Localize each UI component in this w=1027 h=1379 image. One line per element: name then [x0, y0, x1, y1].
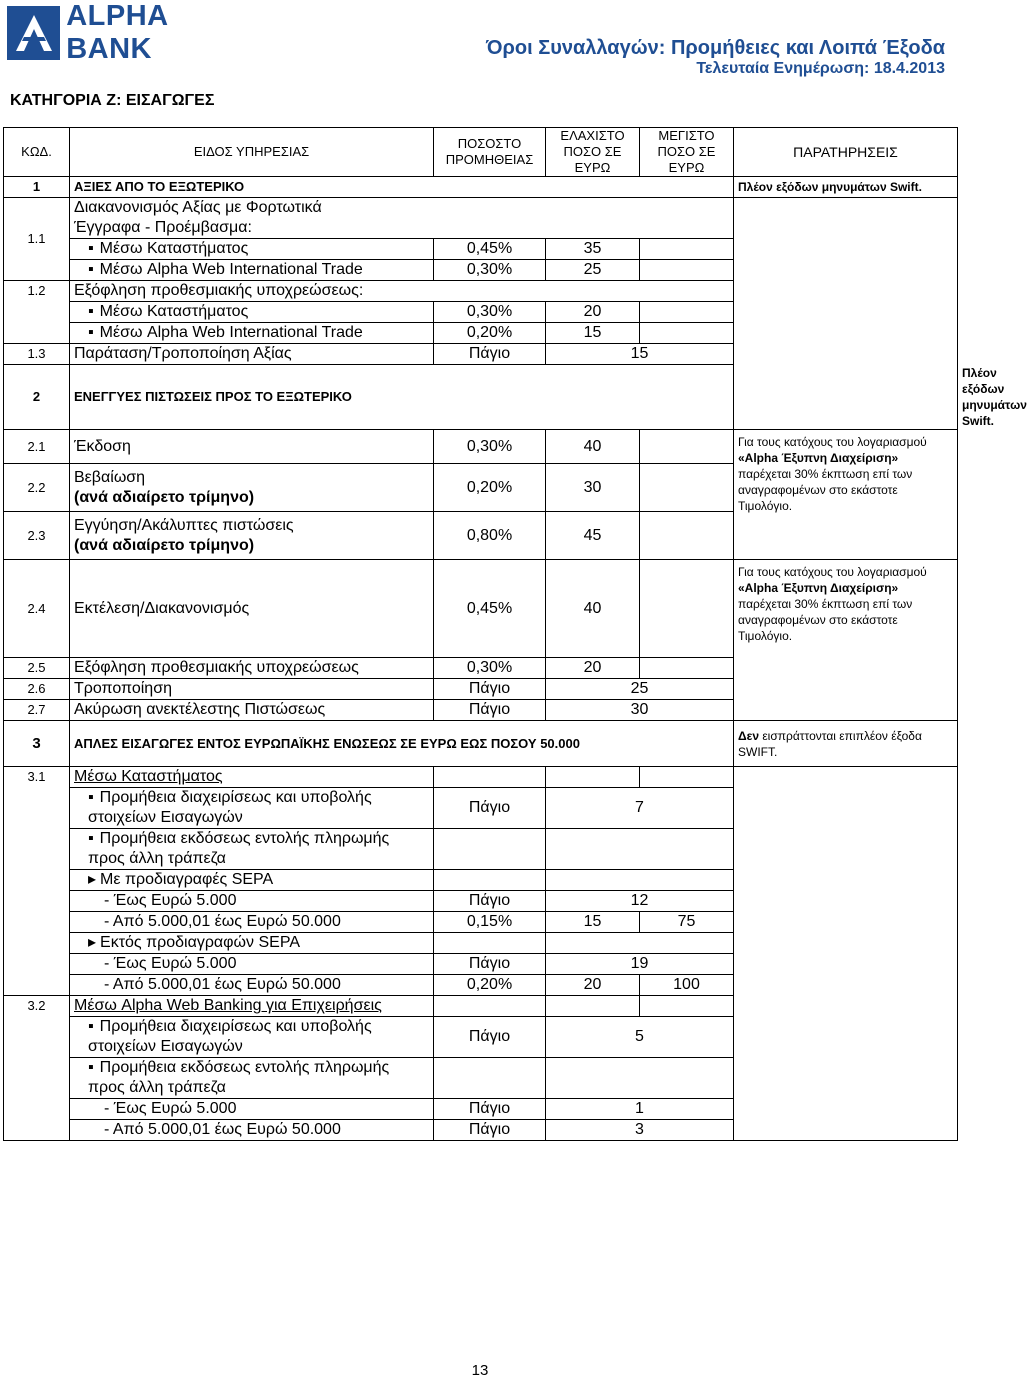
table-row: - Από 5.000,01 έως Ευρώ 50.000 0,20% 20 100 — [4, 975, 958, 996]
section-row: 1 ΑΞΙΕΣ ΑΠΟ ΤΟ ΕΞΩΤΕΡΙΚΟ Πλέον εξόδων μηνυμάτων Swift. — [4, 177, 958, 198]
table-row: ▪ Προμήθεια διαχειρίσεως και υποβολής στοιχείων Εισαγωγών Πάγιο 7 — [4, 788, 958, 829]
table-row: 3.2 Μέσω Alpha Web Banking για Επιχειρήσεις — [4, 996, 958, 1017]
table-row: - Έως Ευρώ 5.000 Πάγιο 12 — [4, 891, 958, 912]
table-row: ▪ Προμήθεια διαχειρίσεως και υποβολής στοιχείων Εισαγωγών Πάγιο 5 — [4, 1017, 958, 1058]
table-row: 1.3 Παράταση/Τροποποίηση Αξίας Πάγιο 15 — [4, 344, 958, 365]
table-row: 2.7 Ακύρωση ανεκτέλεστης Πιστώσεως Πάγιο 30 — [4, 700, 958, 721]
table-row: ▪ Μέσω Καταστήματος 0,30% 20 — [4, 302, 958, 323]
table-header-row — [4, 128, 958, 177]
swift-note: Πλέον εξόδων μηνυμάτων Swift. — [962, 366, 1027, 428]
brand-name: ALPHA BANK — [66, 0, 168, 65]
table-row: ▪ Μέσω Καταστήματος 0,45% 35 — [4, 239, 958, 260]
table-row: 2.2 Βεβαίωση (ανά αδιαίρετο τρίμηνο) 0,20% 30 — [4, 464, 958, 512]
table-row: 2.6 Τροποποίηση Πάγιο 25 — [4, 679, 958, 700]
table-row: 2.5 Εξόφληση προθεσμιακής υποχρεώσεως 0,30% 20 — [4, 658, 958, 679]
table-row: - Από 5.000,01 έως Ευρώ 50.000 0,15% 15 75 — [4, 912, 958, 933]
table-row: 1.1 Διακανονισμός Αξίας με Φορτωτικά Έγγραφα - Προέμβασμα: — [4, 198, 958, 239]
table-row: ▪ Μέσω Alpha Web International Trade 0,30% 25 — [4, 260, 958, 281]
table-row: 2.1 Έκδοση 0,30% 40 Για τους κατόχους του λογαριασμού «Alpha Έξυπνη Διαχείριση» παρέχεται 30% έκπτωση επί των αναγραφομένων στο εκάστοτε Τιμολόγιο. — [4, 430, 958, 464]
alpha-logo-icon — [7, 6, 60, 60]
table-row: - Από 5.000,01 έως Ευρώ 50.000 Πάγιο 3 — [4, 1120, 958, 1141]
bank-logo — [7, 0, 259, 65]
last-updated: Τελευταία Ενημέρωση: 18.4.2013 — [696, 60, 945, 77]
col-code: ΚΩΔ. — [4, 128, 70, 177]
category-title: ΚΑΤΗΓΟΡΙΑ Ζ: ΕΙΣΑΓΩΓΕΣ — [10, 92, 215, 109]
table-row: ▸ Εκτός προδιαγραφών SEPA — [4, 933, 958, 954]
table-row: ▪ Προμήθεια εκδόσεως εντολής πληρωμής προς άλλη τράπεζα — [4, 1058, 958, 1099]
table-row: 2.3 Εγγύηση/Ακάλυπτες πιστώσεις (ανά αδιαίρετο τρίμηνο) 0,80% 45 — [4, 512, 958, 560]
col-service: ΕΙΔΟΣ ΥΠΗΡΕΣΙΑΣ — [70, 128, 434, 177]
table-row: 3.1 Μέσω Καταστήματος — [4, 767, 958, 788]
table-row: ▪ Μέσω Alpha Web International Trade 0,20% 15 — [4, 323, 958, 344]
col-max: ΜΕΓΙΣΤΟ ΠΟΣΟ ΣΕ ΕΥΡΩ — [640, 128, 734, 177]
table-row: - Έως Ευρώ 5.000 Πάγιο 1 — [4, 1099, 958, 1120]
col-min: ΕΛΑΧΙΣΤΟ ΠΟΣΟ ΣΕ ΕΥΡΩ — [546, 128, 640, 177]
table-row: 2.4 Εκτέλεση/Διακανονισμός 0,45% 40 Για τους κατόχους του λογαριασμού «Alpha Έξυπνη Διαχείριση» παρέχεται 30% έκπτωση επί των αναγραφομένων στο εκάστοτε Τιμολόγιο. — [4, 560, 958, 658]
col-notes: ΠΑΡΑΤΗΡΗΣΕΙΣ — [734, 128, 958, 177]
discount-note: Για τους κατόχους του λογαριασμού «Alpha Έξυπνη Διαχείριση» παρέχεται 30% έκπτωση επί των αναγραφομένων στο εκάστοτε Τιμολόγιο. — [734, 430, 958, 560]
table-row: 1.2 Εξόφληση προθεσμιακής υποχρεώσεως: — [4, 281, 958, 302]
discount-note: Για τους κατόχους του λογαριασμού «Alpha Έξυπνη Διαχείριση» παρέχεται 30% έκπτωση επί των αναγραφομένων στο εκάστοτε Τιμολόγιο. — [734, 560, 958, 721]
table-row: ▪ Προμήθεια εκδόσεως εντολής πληρωμής προς άλλη τράπεζα — [4, 829, 958, 870]
swift-note: Πλέον εξόδων μηνυμάτων Swift. — [738, 180, 922, 194]
page-number: 13 — [471, 1362, 489, 1379]
swift-note: Δεν εισπράττονται επιπλέον έξοδα SWIFT. — [734, 721, 958, 767]
section-row: 2 ΕΝΕΓΓΥΕΣ ΠΙΣΤΩΣΕΙΣ ΠΡΟΣ ΤΟ ΕΞΩΤΕΡΙΚΟ Πλέον εξόδων μηνυμάτων Swift. — [4, 365, 958, 430]
table-row: ▸ Με προδιαγραφές SEPA — [4, 870, 958, 891]
table-row: - Έως Ευρώ 5.000 Πάγιο 19 — [4, 954, 958, 975]
fees-table — [3, 127, 1027, 1141]
section-row: 3 ΑΠΛΕΣ ΕΙΣΑΓΩΓΕΣ ΕΝΤΟΣ ΕΥΡΩΠΑΪΚΗΣ ΕΝΩΣΕΩΣ ΣΕ ΕΥΡΩ ΕΩΣ ΠΟΣΟΥ 50.000 Δεν εισπράττονται επιπλέον έξοδα SWIFT. — [4, 721, 958, 767]
page-title: Όροι Συναλλαγών: Προμήθειες και Λοιπά Έξοδα — [486, 37, 945, 59]
col-percent: ΠΟΣΟΣΤΟ ΠΡΟΜΗΘΕΙΑΣ — [434, 128, 546, 177]
